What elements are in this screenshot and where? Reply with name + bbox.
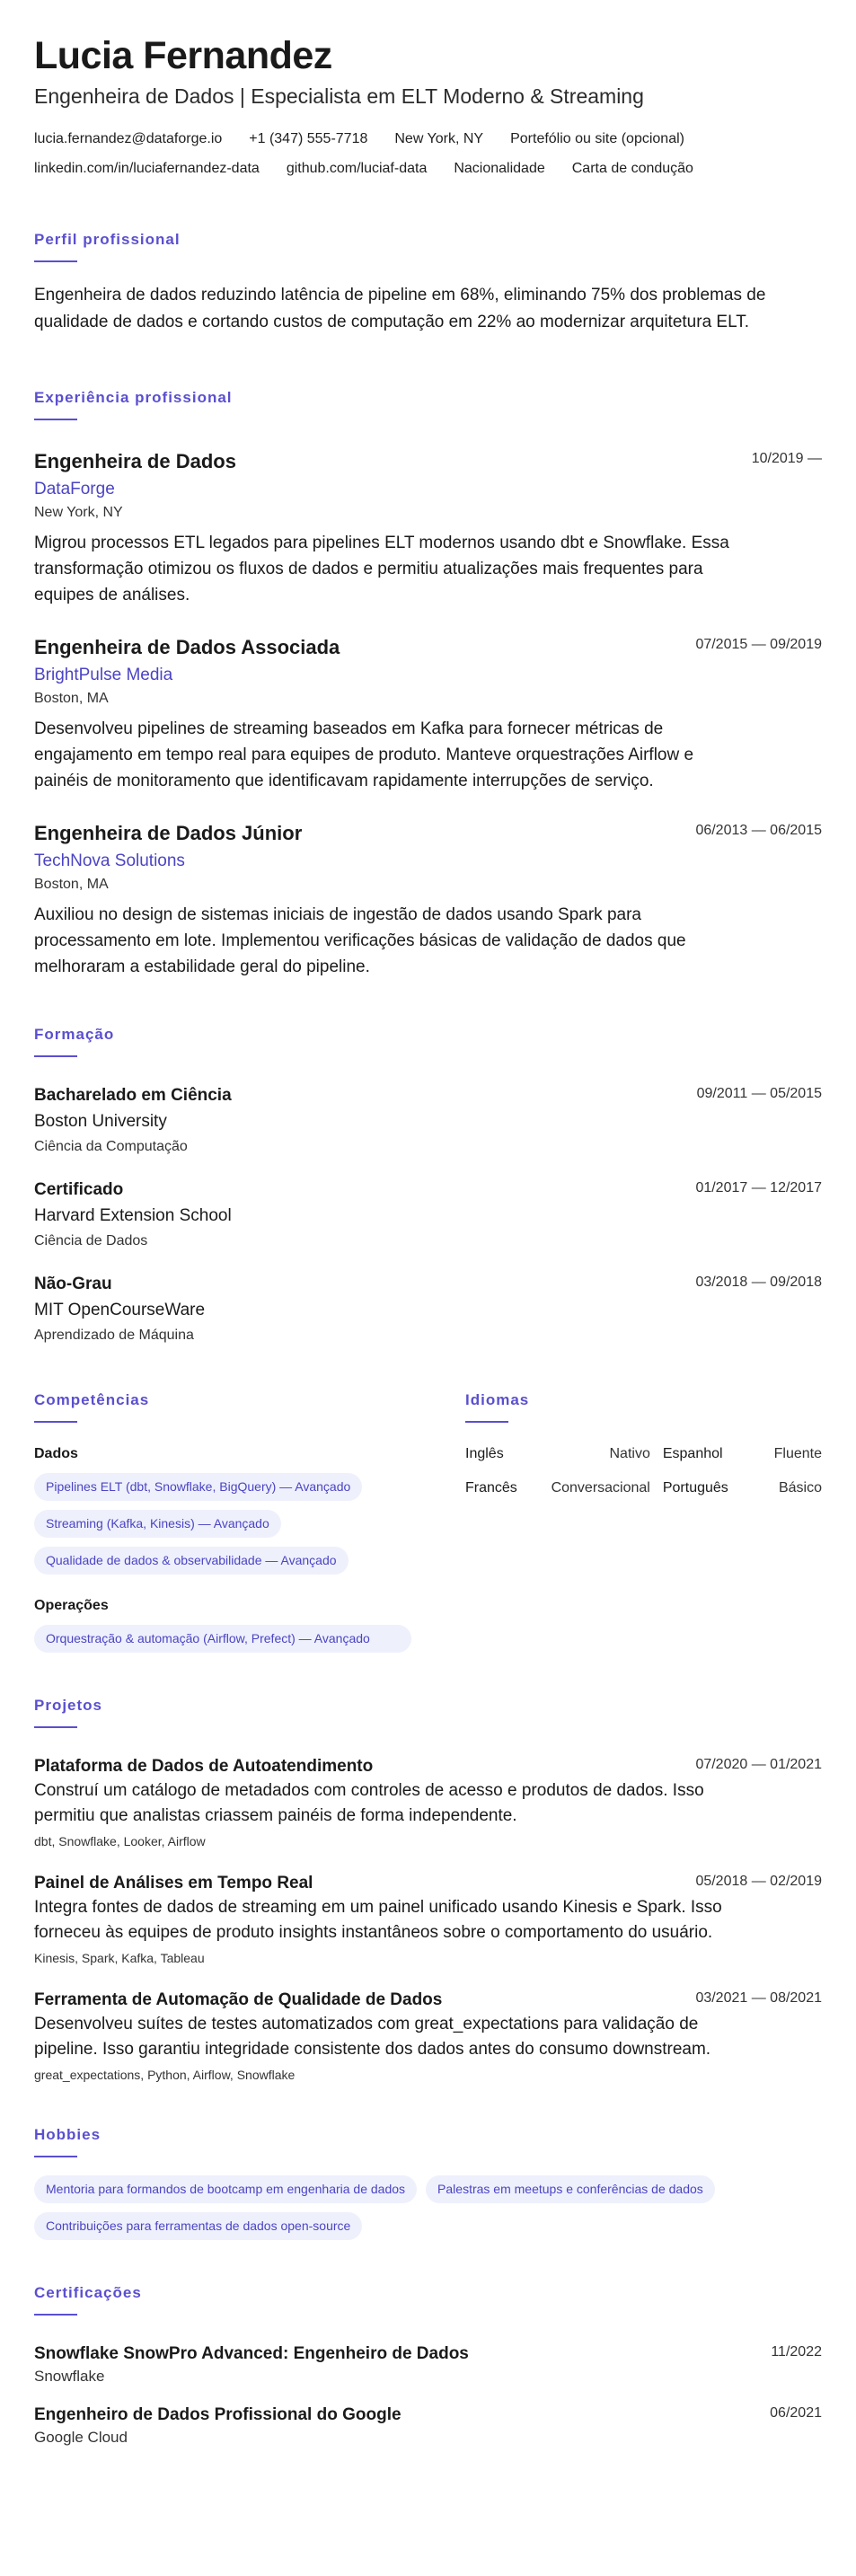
experience-dates: 07/2015 — 09/2019	[695, 637, 822, 652]
section-title: Projetos	[34, 1697, 103, 1714]
project-item	[34, 1755, 822, 1850]
experience-location: New York, NY	[34, 505, 123, 520]
certification-issuer: Snowflake	[34, 2368, 105, 2385]
section-title: Formação	[34, 1026, 115, 1043]
education-field: Aprendizado de Máquina	[34, 1328, 194, 1343]
contact-linkedin[interactable]: linkedin.com/in/luciafernandez-data	[34, 161, 260, 176]
language-name: Espanhol	[662, 1446, 723, 1461]
section-title: Certificações	[34, 2284, 142, 2301]
contact-portfolio[interactable]: Portefólio ou site (opcional)	[510, 131, 684, 146]
language-list	[465, 1444, 822, 1498]
experience-role: Engenheira de Dados Associada	[34, 636, 340, 658]
certification-date: 06/2021	[770, 2405, 822, 2421]
contact-email[interactable]: lucia.fernandez@dataforge.io	[34, 131, 223, 146]
project-tech: dbt, Snowflake, Looker, Airflow	[34, 1834, 206, 1848]
skill-tag: Orquestração & automação (Airflow, Prefect) — Avançado	[34, 1625, 411, 1653]
experience-location: Boston, MA	[34, 691, 109, 706]
experience-role: Engenheira de Dados	[34, 450, 236, 472]
hobby-tag: Palestras em meetups e conferências de dados	[426, 2175, 715, 2203]
section-divider	[34, 1726, 77, 1728]
project-tech: Kinesis, Spark, Kafka, Tableau	[34, 1951, 205, 1965]
project-name: Ferramenta de Automação de Qualidade de Dados	[34, 1990, 443, 2009]
contact-nationality: Nacionalidade	[454, 161, 545, 176]
project-dates: 03/2021 — 08/2021	[695, 1990, 822, 2006]
certification-name: Snowflake SnowPro Advanced: Engenheiro de Dados	[34, 2344, 469, 2363]
education-item	[34, 1178, 822, 1251]
education-dates: 01/2017 — 12/2017	[695, 1180, 822, 1195]
education-degree: Bacharelado em Ciência	[34, 1086, 232, 1105]
candidate-name: Lucia Fernandez	[34, 34, 332, 77]
section-title: Idiomas	[465, 1391, 530, 1408]
skills-section	[34, 1390, 411, 1653]
section-title: Experiência profissional	[34, 389, 233, 406]
summary-section	[34, 230, 822, 336]
project-item	[34, 1989, 822, 2084]
contact-driving-license: Carta de condução	[571, 161, 693, 176]
certification-date: 11/2022	[771, 2344, 822, 2360]
project-description: Integra fontes de dados de streaming em um painel unificado usando Kinesis e Spark. Isso forneceu às equipes de produto insights instantâneos sobre o comportamento do usuário.	[34, 1898, 722, 1942]
skill-tag: Streaming (Kafka, Kinesis) — Avançado	[34, 1510, 281, 1538]
experience-company: TechNova Solutions	[34, 851, 185, 870]
contact-github[interactable]: github.com/luciaf-data	[286, 161, 428, 176]
section-divider	[34, 2156, 77, 2157]
section-divider	[34, 260, 77, 262]
skill-tag-list	[34, 1473, 411, 1575]
education-section	[34, 1025, 822, 1345]
project-description: Construí um catálogo de metadados com controles de acesso e produtos de dados. Isso permitiu que analistas criassem painéis de forma independente.	[34, 1781, 704, 1825]
language-level: Conversacional	[551, 1480, 650, 1495]
education-degree: Certificado	[34, 1180, 124, 1199]
language-level: Fluente	[773, 1446, 822, 1461]
education-degree: Não-Grau	[34, 1275, 112, 1293]
section-title: Perfil profissional	[34, 231, 181, 248]
section-title: Hobbies	[34, 2126, 101, 2143]
education-dates: 09/2011 — 05/2015	[696, 1086, 822, 1101]
skills-languages-row	[34, 1390, 822, 1653]
project-name: Painel de Análises em Tempo Real	[34, 1874, 313, 1892]
experience-description: Migrou processos ETL legados para pipelines ELT modernos usando dbt e Snowflake. Essa transformação otimizou os fluxos de dados e permitiu atualizações mais frequentes para equipes de análises.	[34, 534, 729, 604]
education-dates: 03/2018 — 09/2018	[695, 1275, 822, 1290]
experience-item	[34, 449, 822, 608]
contact-phone[interactable]: +1 (347) 555-7718	[249, 131, 368, 146]
hobby-tag: Mentoria para formandos de bootcamp em engenharia de dados	[34, 2175, 417, 2203]
section-divider	[34, 1421, 77, 1423]
certification-item	[34, 2342, 822, 2387]
experience-section	[34, 388, 822, 980]
education-field: Ciência da Computação	[34, 1139, 188, 1154]
education-item	[34, 1273, 822, 1345]
project-tech: great_expectations, Python, Airflow, Snowflake	[34, 2068, 296, 2082]
languages-section	[447, 1390, 822, 1653]
language-name: Inglês	[465, 1446, 504, 1461]
section-divider	[465, 1421, 508, 1423]
contact-list	[34, 128, 822, 180]
certification-item	[34, 2404, 822, 2448]
project-name: Plataforma de Dados de Autoatendimento	[34, 1757, 374, 1776]
section-divider	[34, 2314, 77, 2316]
language-level: Básico	[778, 1480, 822, 1495]
hobby-tag: Contribuições para ferramentas de dados open-source	[34, 2212, 362, 2240]
contact-location: New York, NY	[394, 131, 484, 146]
education-item	[34, 1084, 822, 1157]
language-name: Francês	[465, 1480, 517, 1495]
skill-tag: Pipelines ELT (dbt, Snowflake, BigQuery) — Avançado	[34, 1473, 362, 1501]
projects-section	[34, 1696, 822, 2084]
hobbies-section	[34, 2125, 822, 2240]
language-level: Nativo	[609, 1446, 650, 1461]
experience-item	[34, 821, 822, 980]
education-school: Boston University	[34, 1112, 167, 1131]
resume-header	[34, 34, 822, 180]
education-school: Harvard Extension School	[34, 1206, 232, 1225]
section-title: Competências	[34, 1391, 150, 1408]
skill-group-label: Dados	[34, 1446, 78, 1461]
experience-company: BrightPulse Media	[34, 666, 173, 684]
project-dates: 07/2020 — 01/2021	[695, 1757, 822, 1772]
experience-dates: 06/2013 — 06/2015	[695, 823, 822, 838]
certification-name: Engenheiro de Dados Profissional do Google	[34, 2405, 402, 2424]
experience-location: Boston, MA	[34, 877, 109, 892]
project-dates: 05/2018 — 02/2019	[695, 1874, 822, 1889]
candidate-headline: Engenheira de Dados | Especialista em ELT Moderno & Streaming	[34, 84, 644, 108]
certifications-section	[34, 2283, 822, 2448]
experience-company: DataForge	[34, 480, 115, 498]
experience-role: Engenheira de Dados Júnior	[34, 822, 303, 844]
education-field: Ciência de Dados	[34, 1233, 148, 1248]
hobby-tag-list	[34, 2175, 822, 2240]
experience-item	[34, 635, 822, 794]
summary-text: Engenheira de dados reduzindo latência de pipeline em 68%, eliminando 75% dos problemas de qualidade de dados e cortando custos de computação em 22% ao modernizar arquitetura ELT.	[34, 286, 766, 331]
skill-tag: Qualidade de dados & observabilidade — Avançado	[34, 1547, 349, 1575]
section-divider	[34, 1055, 77, 1057]
skill-group-label: Operações	[34, 1598, 109, 1613]
experience-dates: 10/2019 —	[751, 451, 822, 466]
project-description: Desenvolveu suítes de testes automatizados com great_expectations para validação de pipeline. Isso garantiu integridade consistente dos dados antes do consumo downstream.	[34, 2015, 711, 2059]
section-divider	[34, 419, 77, 420]
certification-issuer: Google Cloud	[34, 2429, 128, 2446]
education-school: MIT OpenCourseWare	[34, 1301, 206, 1319]
experience-description: Auxiliou no design de sistemas iniciais de ingestão de dados usando Spark para processamento em lote. Implementou verificações básicas de validação de dados que melhoraram a estabilidade geral do pipeline.	[34, 905, 686, 976]
language-name: Português	[662, 1480, 728, 1495]
experience-description: Desenvolveu pipelines de streaming baseados em Kafka para fornecer métricas de engajamento em tempo real para equipes de produto. Manteve orquestrações Airflow e painéis de monitoramento que identificavam rapidamente interrupções de serviço.	[34, 719, 694, 790]
skill-tag-list	[34, 1625, 411, 1653]
project-item	[34, 1872, 822, 1967]
